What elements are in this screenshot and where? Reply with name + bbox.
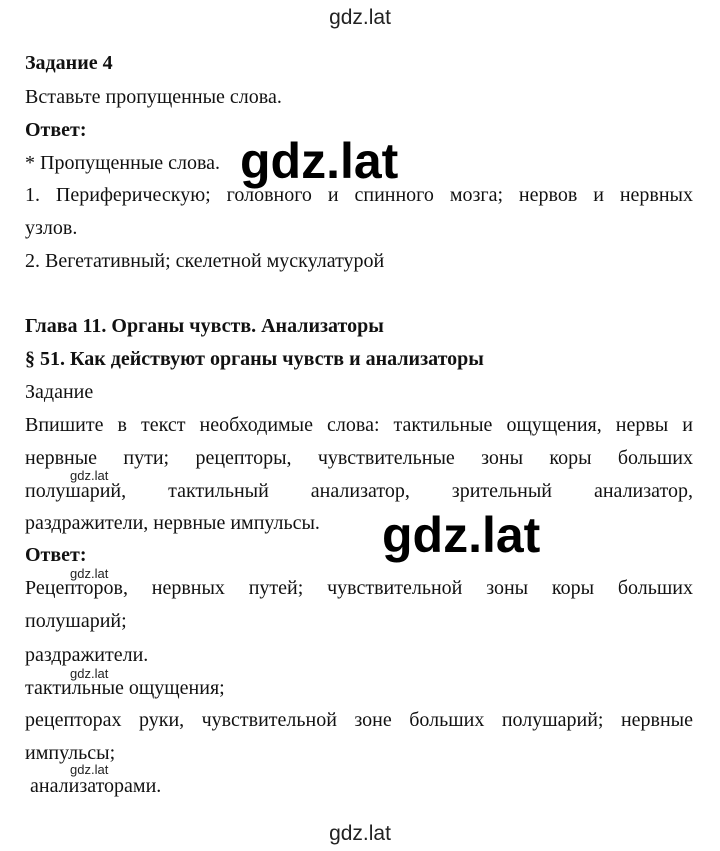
- chapter-title: Глава 11. Органы чувств. Анализаторы: [25, 315, 384, 337]
- watermark-top: gdz.lat: [329, 6, 391, 29]
- chapter-answer-line1: Рецепторов, нервных путей; чувствительной зоны коры больших: [25, 577, 693, 599]
- watermark-bottom: gdz.lat: [329, 822, 391, 845]
- watermark-small-1: gdz.lat: [70, 468, 109, 483]
- chapter-answer-line5: рецепторах руки, чувствительной зоне больших полушарий; нервные: [25, 709, 693, 731]
- chapter-task-line1: Впишите в текст необходимые слова: тактильные ощущения, нервы и: [25, 414, 693, 436]
- task4-item1-line2: узлов.: [25, 217, 78, 239]
- chapter-task-line2: нервные пути; рецепторы, чувствительные зоны коры больших: [25, 447, 693, 469]
- chapter-task-line4: раздражители, нервные импульсы.: [25, 512, 320, 534]
- task4-item1-line1: 1. Периферическую; головного и спинного мозга; нервов и нервных: [25, 184, 693, 206]
- chapter-answer-label: Ответ:: [25, 544, 87, 566]
- task4-instruction: Вставьте пропущенные слова.: [25, 86, 282, 108]
- task4-heading: Задание 4: [25, 52, 113, 74]
- chapter-answer-line3: раздражители.: [25, 644, 149, 666]
- chapter-answer-line7: анализаторами.: [25, 775, 162, 797]
- task4-note: * Пропущенные слова.: [25, 152, 221, 174]
- task4-answer-label: Ответ:: [25, 119, 87, 141]
- chapter-task-label: Задание: [25, 381, 94, 403]
- section-title: § 51. Как действуют органы чувств и анализаторы: [25, 348, 484, 370]
- chapter-answer-line6: импульсы;: [25, 742, 116, 764]
- watermark-large-2: gdz.lat: [382, 507, 541, 563]
- chapter-answer-line2: полушарий;: [25, 610, 127, 632]
- chapter-task-line3: полушарий, тактильный анализатор, зрительный анализатор,: [25, 480, 693, 502]
- watermark-small-4: gdz.lat: [70, 762, 109, 777]
- watermark-large-1: gdz.lat: [240, 133, 399, 189]
- watermark-small-2: gdz.lat: [70, 566, 109, 581]
- chapter-answer-line4: тактильные ощущения;: [25, 677, 225, 699]
- task4-item2: 2. Вегетативный; скелетной мускулатурой: [25, 250, 385, 272]
- watermark-small-3: gdz.lat: [70, 666, 109, 681]
